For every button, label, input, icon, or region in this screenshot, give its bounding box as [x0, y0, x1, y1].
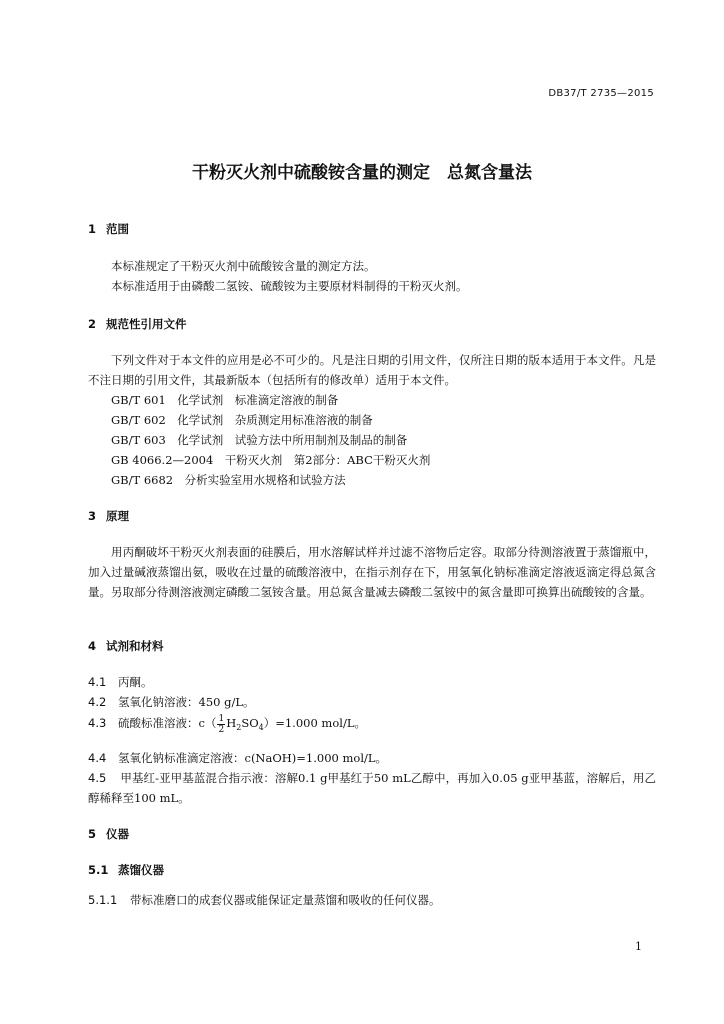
- references-intro: 下列文件对于本文件的应用是必不可少的。凡是注日期的引用文件，仅所注日期的版本适用于本文件。凡是不注日期的引用文件，其最新版本（包括所有的修改单）适用于本文件。: [88, 353, 656, 387]
- section-heading-5: 5 仪器: [88, 827, 129, 841]
- reagent-item-4-4: 4.4 氢氧化钠标准滴定溶液：c(NaOH)=1.000 mol/L。: [88, 751, 388, 765]
- reference-item: GB 4066.2—2004 干粉灭火剂 第2部分：ABC干粉灭火剂: [111, 453, 431, 467]
- fraction: $\frac{1}{2}$: [218, 713, 225, 735]
- reference-item: GB/T 603 化学试剂 试验方法中所用制剂及制品的制备: [111, 433, 408, 447]
- page-number: 1: [635, 940, 642, 953]
- reagent-item-4-3: 4.3 硫酸标准溶液：c（ $\frac{1}{2}$ $H_2SO_4)=1.000$ mol/L。: [88, 713, 366, 735]
- reagent-item-4-2: 4.2 氢氧化钠溶液：450 g/L。: [88, 695, 255, 709]
- section-heading-2: 2 规范性引用文件: [88, 317, 187, 331]
- instrument-item-5-1-1: 5.1.1 带标准磨口的成套仪器或能保证定量蒸馏和吸收的任何仪器。: [88, 893, 441, 907]
- reference-item: GB/T 6682 分析实验室用水规格和试验方法: [111, 473, 346, 487]
- reagent-item-4-5: 4.5 甲基红-亚甲基蓝混合指示液：溶解0.1 g甲基红于50 mL乙醇中，再加入0.05 g亚甲基蓝，溶解后，用乙醇稀释至100 mL。: [88, 771, 656, 805]
- scope-line-1: 本标准规定了干粉灭火剂中硫酸铵含量的测定方法。: [111, 259, 376, 273]
- section-heading-1: 1 范围: [88, 222, 129, 236]
- principle-paragraph: 用丙酮破坏干粉灭火剂表面的硅膜后，用水溶解试样并过滤不溶物后定容。取部分待测溶液置于蒸馏瓶中，加入过量碱液蒸馏出氨，吸收在过量的硫酸溶液中，在指示剂存在下，用氢氧化钠标准滴定溶液返滴定得总氮含量。另取部分待测溶液测定磷酸二氢铵含量。用总氮含量减去磷酸二氢铵中的氮含量即可换算出硫酸铵的含量。: [88, 545, 656, 599]
- reference-item: GB/T 601 化学试剂 标准滴定溶液的制备: [111, 393, 339, 407]
- standard-code: DB37/T 2735—2015: [548, 88, 654, 99]
- scope-line-2: 本标准适用于由磷酸二氢铵、硫酸铵为主要原材料制得的干粉灭火剂。: [111, 279, 468, 293]
- section-heading-4: 4 试剂和材料: [88, 639, 164, 653]
- section-heading-3: 3 原理: [88, 509, 129, 523]
- reagent-item-4-1: 4.1 丙酮。: [88, 675, 153, 689]
- subsection-heading-5-1: 5.1 蒸馏仪器: [88, 863, 164, 877]
- reference-item: GB/T 602 化学试剂 杂质测定用标准溶液的制备: [111, 413, 373, 427]
- document-title: 干粉灭火剂中硫酸铵含量的测定 总氮含量法: [192, 163, 532, 183]
